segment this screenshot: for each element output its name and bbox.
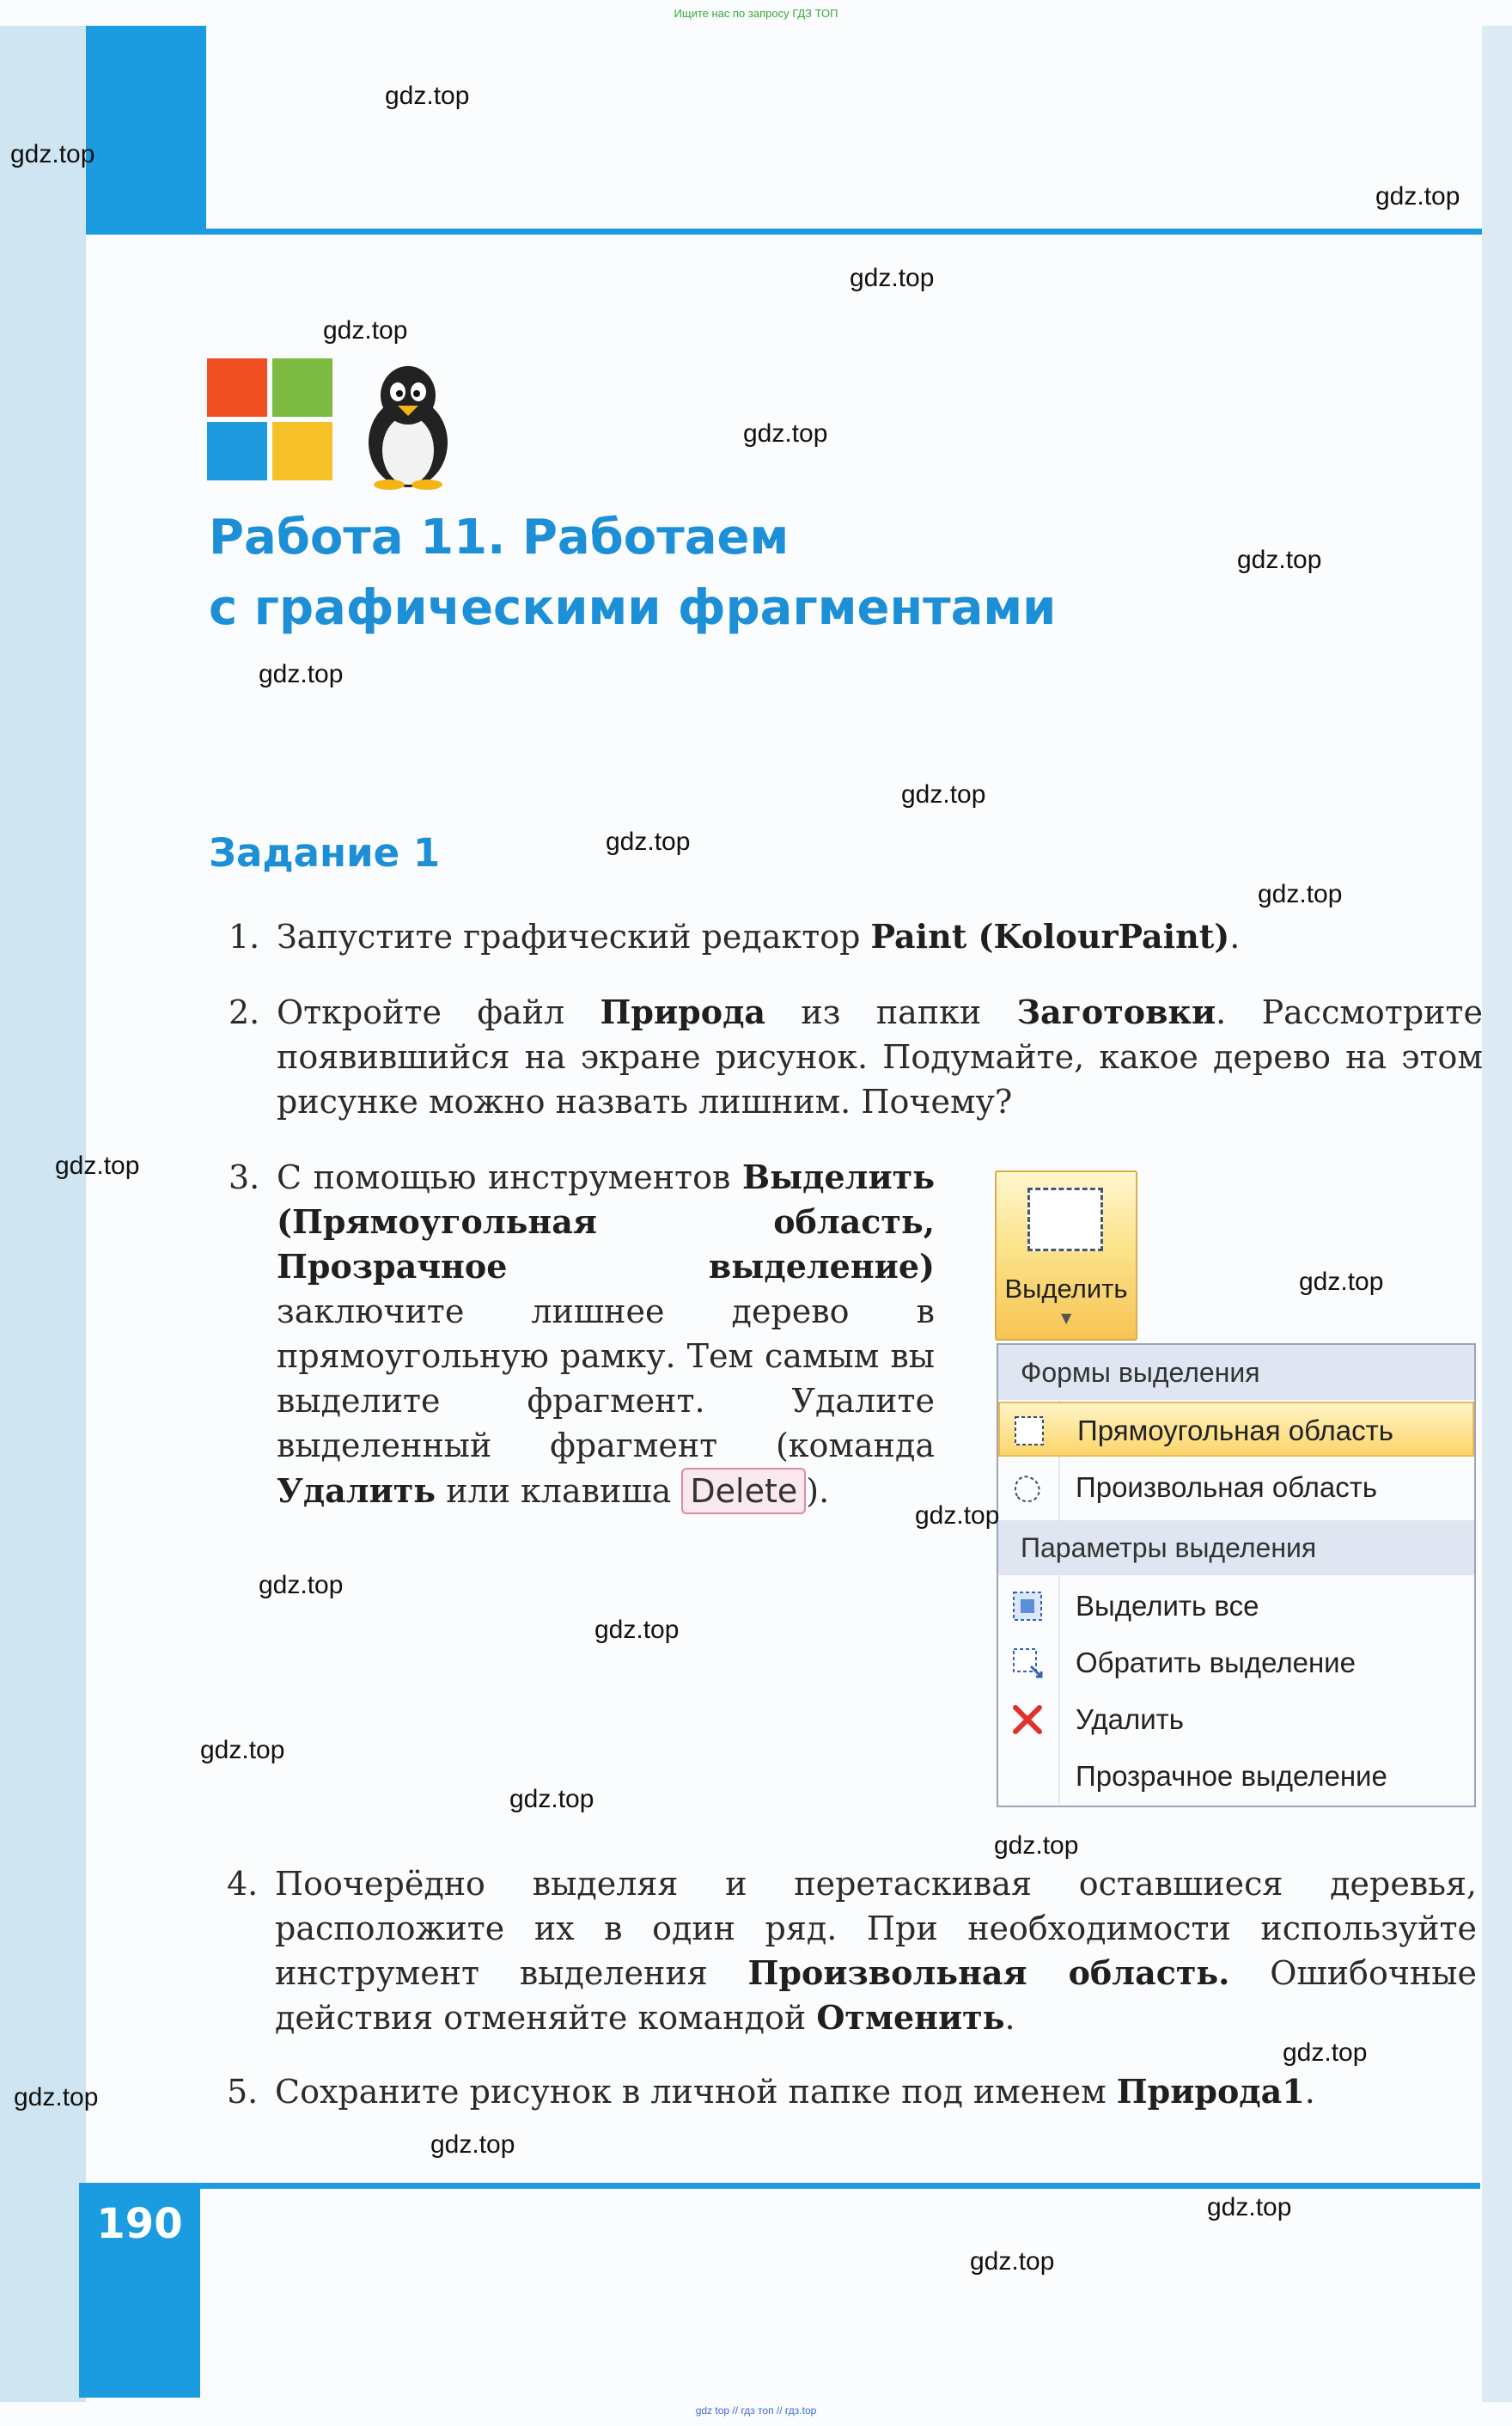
step-1: [229, 914, 1478, 959]
watermark: gdz.top: [259, 660, 344, 688]
text-run: . Рассмотрите появившийся на экране рисунок. Подумайте, какое дерево на этом рисунке можно назвать лишним. Почему?: [277, 993, 1483, 1121]
watermark: gdz.top: [606, 828, 691, 856]
text-run: .: [1304, 2073, 1315, 2111]
menu-header-params: Параметры выделения: [998, 1520, 1474, 1575]
right-margin-strip: [1482, 26, 1512, 2402]
step-text: [275, 1861, 1477, 2040]
text-run: .: [1229, 918, 1241, 956]
footer-rule: [200, 2183, 1480, 2189]
watermark: gdz.top: [743, 419, 828, 448]
text-run: Поочерёдно выделяя и перетаскивая оставшиеся деревья, расположите их в один ряд. При необходимости используйте инструмент выделения: [275, 1865, 1477, 1992]
text-run: или клавиша: [436, 1472, 682, 1510]
step-number: 1.: [229, 918, 260, 956]
step-text: [277, 914, 1478, 959]
free-form-select-icon: [1010, 1470, 1045, 1505]
step-text: [275, 2069, 1481, 2114]
menu-item-delete[interactable]: [998, 1692, 1474, 1747]
rectangle-select-icon: [1012, 1414, 1046, 1448]
bold-term: Природа: [600, 993, 766, 1031]
step-number: 4.: [227, 1865, 259, 1903]
bold-term: Заготовки: [1016, 993, 1216, 1031]
text-run: ).: [806, 1472, 830, 1510]
work-title-line2: с графическими фрагментами: [209, 580, 1057, 636]
select-dropdown-menu: [997, 1343, 1476, 1807]
chevron-down-icon: ▼: [1061, 1310, 1072, 1326]
task-heading: Задание 1: [209, 830, 441, 876]
bold-term: Природа1: [1116, 2072, 1305, 2111]
menu-item-rectangular-selection[interactable]: [998, 1402, 1474, 1457]
text-run: .: [1004, 1999, 1015, 2037]
step-5: [227, 2069, 1481, 2114]
text-run: Сохраните рисунок в личной папке под именем: [275, 2073, 1117, 2111]
header-block: [86, 26, 206, 234]
page-number: 190: [96, 2200, 183, 2248]
text-run: заключите лишнее дерево в прямоугольную рамку. Тем самым вы выделите фрагмент. Удалите выделенный фрагмент (команда: [277, 1292, 935, 1464]
bold-term: Удалить: [277, 1471, 436, 1510]
step-number: 5.: [227, 2073, 259, 2111]
menu-item-label: Прозрачное выделение: [1076, 1760, 1387, 1792]
watermark: gdz.top: [901, 780, 986, 809]
watermark: gdz.top: [1299, 1268, 1384, 1296]
watermark: gdz.top: [55, 1152, 140, 1180]
menu-item-label: Обратить выделение: [1076, 1647, 1356, 1678]
logo-tile-red: [207, 358, 267, 417]
text-run: Запустите графический редактор: [277, 918, 871, 956]
text-run: Откройте файл: [277, 993, 601, 1031]
menu-item-select-all[interactable]: [998, 1579, 1474, 1634]
watermark: gdz.top: [970, 2247, 1055, 2276]
watermark: gdz.top: [1375, 182, 1460, 211]
watermark: gdz.top: [994, 1831, 1079, 1860]
header-rule: [86, 229, 1482, 235]
logo-tile-green: [272, 358, 332, 417]
watermark: gdz.top: [1237, 546, 1322, 574]
work-title-line1: Работа 11. Работаем: [209, 510, 790, 565]
menu-item-transparent-selection[interactable]: [998, 1749, 1474, 1804]
menu-item-label: Произвольная область: [1076, 1471, 1378, 1503]
watermark: gdz.top: [14, 2083, 99, 2111]
watermark: gdz.top: [1207, 2193, 1292, 2221]
bold-term: Выделить (Прямоугольная область, Прозрачное выделение): [277, 1158, 935, 1286]
logo-tile-blue: [207, 422, 267, 480]
left-margin-strip: [0, 26, 86, 2402]
windows-logo-icon: [207, 358, 336, 482]
watermark: gdz.top: [850, 264, 935, 292]
watermark: gdz.top: [259, 1571, 344, 1599]
penguin-icon: [348, 361, 468, 490]
logo-tile-yellow: [272, 422, 332, 480]
watermark: gdz.top: [1258, 880, 1343, 908]
select-all-icon: [1010, 1589, 1045, 1623]
invert-selection-icon: [1010, 1646, 1045, 1680]
watermark: gdz.top: [594, 1616, 680, 1644]
text-run: С помощью инструментов: [277, 1158, 742, 1196]
delete-x-icon: [1010, 1702, 1045, 1737]
watermark: gdz.top: [10, 140, 95, 168]
bold-term: Отменить: [816, 1998, 1005, 2037]
delete-key: Delete: [681, 1468, 806, 1514]
step-number: 3.: [229, 1158, 260, 1196]
menu-item-free-form-selection[interactable]: [998, 1460, 1474, 1515]
select-button-label: Выделить: [1004, 1274, 1128, 1304]
rectangle-select-icon: [1027, 1188, 1103, 1251]
bold-term: Произвольная область.: [747, 1953, 1230, 1992]
watermark: gdz.top: [385, 82, 470, 110]
watermark: gdz.top: [915, 1501, 1000, 1530]
menu-item-label: Удалить: [1076, 1703, 1184, 1735]
watermark: gdz.top: [323, 316, 408, 345]
step-text: [277, 1155, 935, 1514]
step-3: [229, 1155, 935, 1514]
bottom-banner: gdz top // гдз топ // гдз.top: [695, 2405, 817, 2417]
watermark: gdz.top: [509, 1785, 594, 1813]
text-run: Ошибочные действия отменяйте командой: [275, 1954, 1477, 2037]
select-button[interactable]: [995, 1170, 1137, 1341]
menu-item-invert-selection[interactable]: [998, 1635, 1474, 1690]
menu-item-label: Выделить все: [1076, 1590, 1259, 1622]
step-text: [277, 990, 1483, 1124]
text-run: из папки: [765, 993, 1017, 1031]
step-4: [227, 1861, 1477, 2040]
bold-term: Paint (KolourPaint): [870, 917, 1230, 956]
top-banner: Ищите нас по запросу ГДЗ ТОП: [674, 7, 838, 20]
watermark: gdz.top: [200, 1736, 285, 1764]
watermark: gdz.top: [1283, 2038, 1368, 2067]
work-title: [209, 503, 1240, 644]
menu-item-label: Прямоугольная область: [1077, 1415, 1393, 1446]
menu-header-shapes: Формы выделения: [998, 1345, 1474, 1400]
watermark: gdz.top: [430, 2130, 515, 2159]
step-2: [229, 990, 1483, 1124]
step-number: 2.: [229, 993, 260, 1031]
